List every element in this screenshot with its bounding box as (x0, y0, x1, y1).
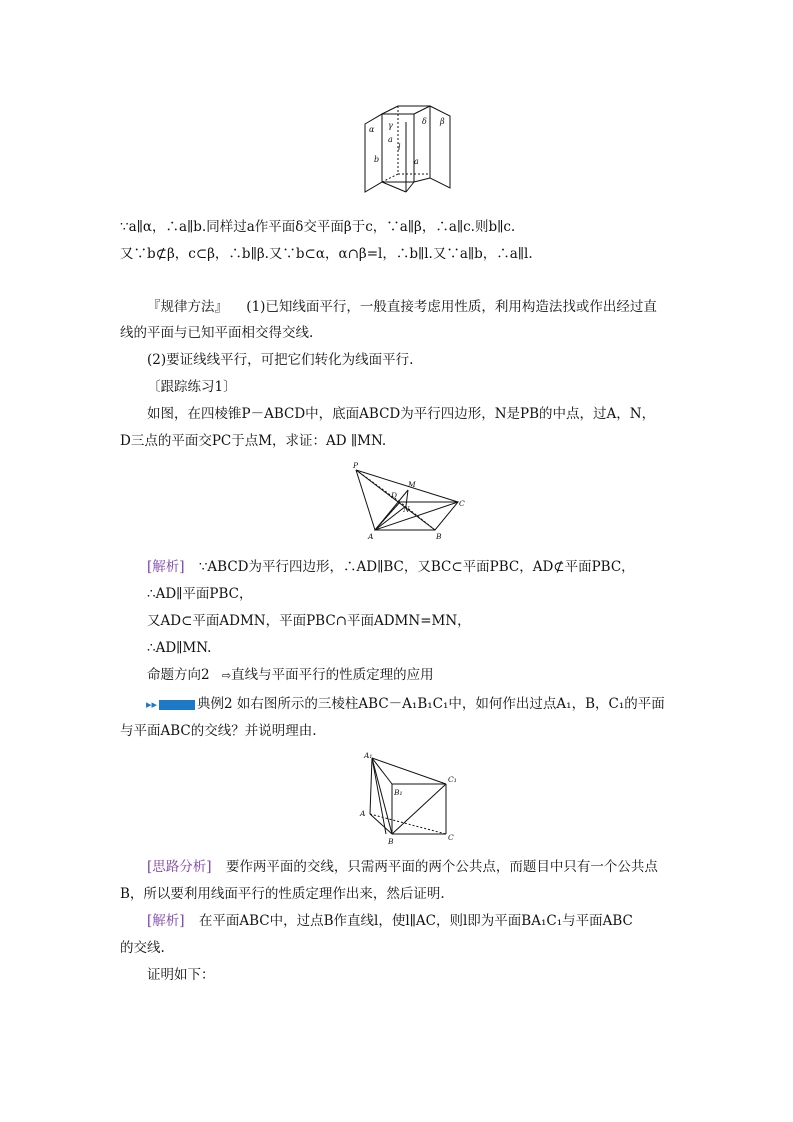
exercise-text-2: D三点的平面交PC于点M，求证：AD ∥MN. (120, 433, 387, 449)
proof-line-2: 又∵b⊄β，c⊂β，∴b∥β.又∵b⊂α，α∩β=l，∴b∥l.又∵a∥b，∴a∥l. (120, 246, 533, 262)
label-A-prism: A (360, 809, 366, 818)
direction-text: 直线与平面平行的性质定理的应用 (231, 667, 434, 683)
label-C1: C₁ (448, 775, 457, 784)
label-A1: A₁ (364, 751, 373, 760)
label-N: N (403, 505, 410, 514)
solution1-line-3: 又AD⊂平面ADMN，平面PBC∩平面ADMN=MN， (147, 613, 471, 629)
label-C-prism: C (448, 833, 454, 842)
solution2-text-1: 在平面ABC中，过点B作直线l，使l∥AC，则l即为平面BA₁C₁与平面ABC (198, 913, 633, 929)
analysis-tag: [思路分析] (147, 859, 212, 875)
label-A: A (368, 532, 374, 541)
proof-line-1: ∵a∥α，∴a∥b.同样过a作平面δ交平面β于c，∵a∥β，∴a∥c.则b∥c. (120, 219, 516, 235)
analysis-line-2: B，所以要利用线面平行的性质定理作出来，然后证明. (120, 886, 445, 902)
example-marker-bar (159, 700, 195, 710)
label-alpha: α (369, 125, 375, 134)
direction-arrow-icon: ⇨ (221, 669, 232, 682)
label-D: D (391, 491, 398, 500)
figure-pyramid (350, 460, 470, 542)
example-line-2: 与平面ABC的交线？并说明理由. (120, 723, 317, 739)
figure-planes (362, 102, 454, 198)
example-text-1: 典例2 如右图所示的三棱柱ABC－A₁B₁C₁中，如何作出过点A₁，B，C₁的平面 (197, 696, 665, 712)
solution2-line-2: 的交线. (120, 940, 165, 956)
label-B1: B₁ (394, 788, 403, 797)
method-line-1b: 线的平面与已知平面相交得交线. (120, 325, 314, 341)
method-text-1: (1)已知线面平行，一般直接考虑用性质，利用构造法找或作出经过直 (246, 299, 657, 315)
label-b: b (374, 155, 380, 164)
solution1-text-1: ∵ABCD为平行四边形，∴AD∥BC，又BC⊂平面PBC，AD⊄平面PBC， (198, 559, 635, 575)
direction-label: 命题方向2 (147, 667, 210, 683)
example-line-1 (146, 694, 665, 715)
method-line-2: (2)要证线线平行，可把它们转化为线面平行. (147, 352, 414, 368)
label-delta: δ (422, 117, 427, 126)
label-B: B (436, 532, 442, 541)
label-beta: β (440, 117, 445, 126)
label-B-prism: B (388, 837, 394, 846)
solution1-tag: [解析] (147, 559, 185, 575)
label-P: P (353, 461, 359, 470)
label-C: C (459, 499, 465, 508)
label-l: l (398, 143, 401, 152)
analysis-line-1 (147, 857, 658, 877)
solution1-line-4: ∴AD∥MN. (147, 640, 212, 656)
double-arrow-icon: ▸▸ (146, 698, 158, 711)
method-line-1 (147, 297, 657, 317)
solution2-line-3: 证明如下： (147, 967, 215, 983)
solution1-line-1 (147, 557, 635, 577)
solution1-line-2: ∴AD∥平面PBC， (147, 586, 253, 602)
label-M: M (408, 480, 416, 489)
label-a: a (414, 157, 419, 166)
figure-prism (356, 750, 466, 846)
label-a2: a (388, 135, 393, 144)
method-tag: 『规律方法』 (147, 299, 228, 315)
label-gamma: γ (388, 121, 393, 130)
exercise-text-1: 如图，在四棱锥P－ABCD中，底面ABCD为平行四边形，N是PB的中点，过A，N， (147, 406, 656, 422)
exercise-title: 〔跟踪练习1〕 (147, 379, 237, 395)
analysis-text-1: 要作两平面的交线，只需两平面的两个公共点，而题目中只有一个公共点 (225, 859, 658, 875)
solution2-tag: [解析] (147, 913, 185, 929)
direction-line (147, 665, 434, 686)
solution2-line-1 (147, 911, 633, 931)
